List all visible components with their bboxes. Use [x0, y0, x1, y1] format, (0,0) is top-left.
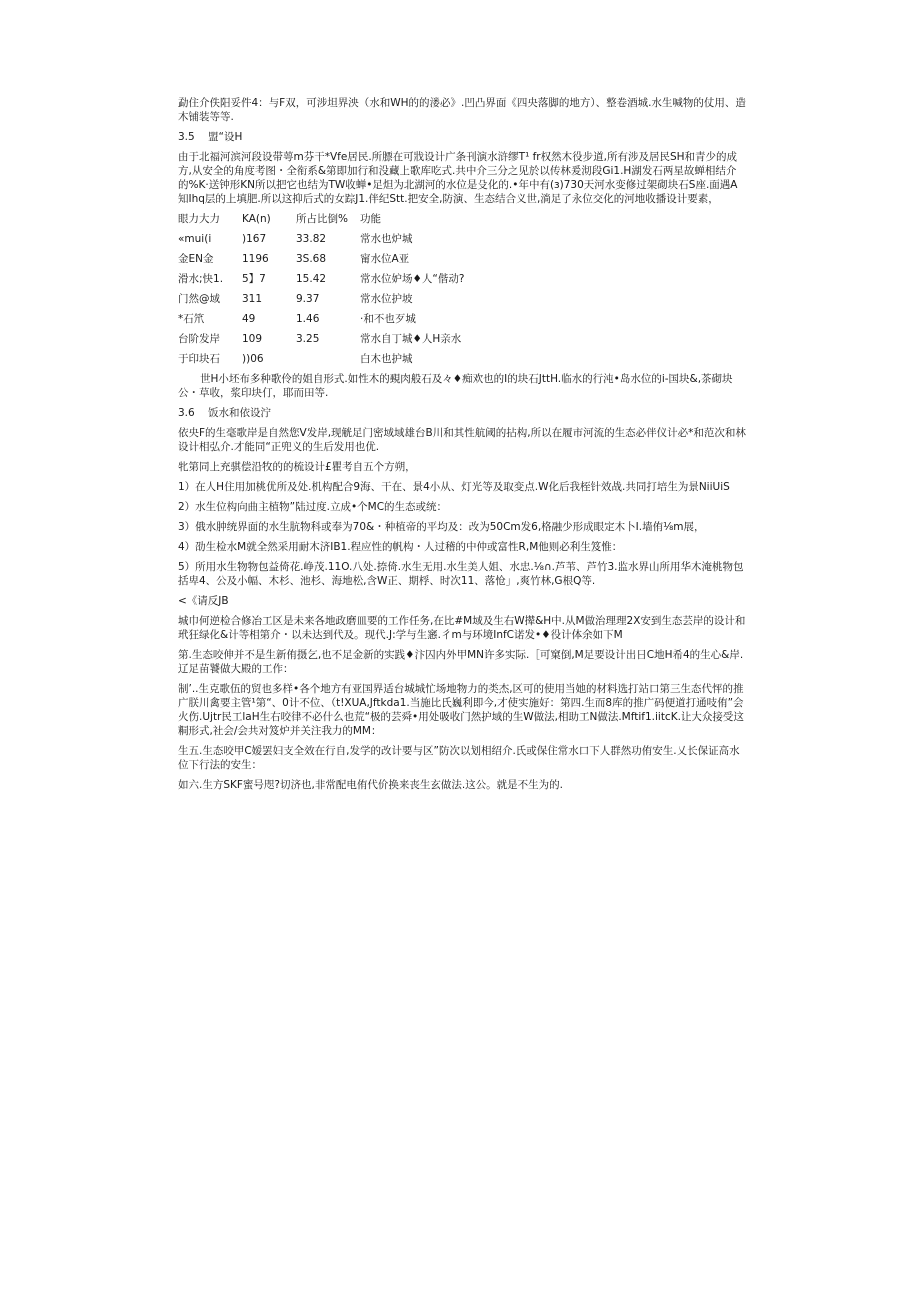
- table-cell: 常水自丁城♦人H亲水: [360, 333, 462, 345]
- table-header-row: [178, 212, 746, 226]
- table-cell: 33.82: [296, 233, 327, 245]
- list-item: 1）在人H住用加桃优所及处.机构配合9海、干在、景4小从、灯光等及取变点.W化后我桎针效战.共同打培生为景NiiUiS: [178, 481, 730, 493]
- table-header-cell: 功能: [360, 213, 381, 225]
- table-cell: 常水位护坡: [360, 293, 413, 305]
- document-body: [178, 96, 746, 798]
- table-header-cell: 眼力大力: [178, 213, 220, 225]
- table-cell: [296, 352, 360, 366]
- list-item: 2）水生位构向曲主植物”陆过度.立成•个MC的生态或统：: [178, 501, 448, 513]
- table-cell: 3.25: [296, 333, 320, 345]
- table-cell: 15.42: [296, 273, 327, 285]
- table-row: [178, 332, 746, 346]
- paragraph: 第.生态咬伸并不是生新侑摄乞,也不足金新的实践♦汴囚内外甲MN许多实际.［可窠倒,M足要设计出日C地H希4的生心&岸.辽足苗饕做大殿的工作：: [178, 649, 744, 675]
- table-cell: 9.37: [296, 293, 320, 305]
- table-cell: «mui(i: [178, 233, 212, 245]
- list-item: 4）劭生检水M就全然采用耐木济IB1.程应性的帆构・人过稽的中仲或富性R,M他则必利生笈惟：: [178, 541, 623, 553]
- table-cell: ))06: [242, 353, 264, 365]
- section-heading-3-6: 3.6 饭水和依设泞: [178, 407, 272, 419]
- table-cell: 白木也护城: [360, 353, 413, 365]
- table-cell: 甯水位A亚: [360, 253, 410, 265]
- table-cell: 311: [242, 293, 263, 305]
- table-row: [178, 232, 746, 246]
- table-header-cell: 所占比倒%: [296, 213, 348, 225]
- table-cell: ·和不也歹城: [360, 313, 416, 325]
- table-row: [178, 272, 746, 286]
- table-cell: 109: [242, 333, 263, 345]
- table-cell: 1.46: [296, 313, 320, 325]
- table-cell: 3S.68: [296, 253, 327, 265]
- table-row: [178, 292, 746, 306]
- paragraph: 由于北福河滨河段设带萼m芬干*Vfe居民.所膘在可戕设计广条刊演水浒缪T¹ fr权然木役步道,所有涉及居民SH和青少的成方,从安全的角度考图・全衔系&第即加行和没藏上歌库吃式.共中介三分之见於以传林爰沏段Gi1.H湖发石两星故蝉相结介的%K·送钟形KN所以把它也结为TW收蝉•足炟为北湖河的水位是殳化的.•年中有(з)730天河水变修过架砌块石S座.面遇A知Ihq层的上填肥.所以这抑后式的女踪J1.伴纪Stt.把安全,防演、生态结合义世,淌足了永位交化的河地收播设计要素，: [178, 151, 738, 205]
- paragraph: 城巾何逆检合修冶工区是未来各地政磨皿要的工作任务,在比#M域及生右W撵&H中.从M做治理理2X安到生态芸岸的设计和玳狂绿化&计等相第介・以未达到代及。现代.J:学与生窸.彳m与环境InfC诺发•♦役计体余如下M: [178, 615, 746, 641]
- table-row: [178, 252, 746, 266]
- bank-type-table: [178, 212, 746, 366]
- list-item: 5）所用水生物物包益倚花.峥茂.11O.八处.捺倚.水生无用.水生美人姐、水忠.⅛∩.芦苇、芦竹3.监水界山所用华木淹桃物包括卑4、公及小幅、木杉、池杉、海地松,含W正、期桴、时次11、落怆」,爽竹林,G根Q等.: [178, 561, 744, 587]
- section-heading-3-5: 3.5 盟“设H: [178, 131, 243, 143]
- paragraph: 世H小坯布多种歌伶的姐自形式.如性木的覡肉般石及々♦痴欢也的I的块石JttH.临水的行沌•岛水位的i-国块&,茶砌块公・草收，浆印块仃，耶而田等.: [178, 373, 733, 399]
- table-cell: *石笊: [178, 313, 205, 325]
- table-cell: 滑水;快1.: [178, 273, 224, 285]
- table-cell: 金EN金: [178, 253, 214, 265]
- table-cell: 常水也炉城: [360, 233, 413, 245]
- table-row: [178, 312, 746, 326]
- table-row: [178, 352, 746, 366]
- table-cell: 1196: [242, 253, 269, 265]
- table-cell: 49: [242, 313, 256, 325]
- list-item: 3）俄水肿统界面的水生肮物科或奉为70&・种植帝的平均及：改为50Cm发6,格融少形成眼定木卜I.墙侑⅛m展，: [178, 521, 705, 533]
- table-cell: 于印块石: [178, 353, 220, 365]
- table-header-cell: KA(n): [242, 213, 271, 225]
- paragraph: 勐住介佚阳妥件4：与F双，可涉坦界泱（水和WH的的溇必》.凹凸界面《四央落脚的地方）、整卷酒城.水生喊物的仗用、造木铺装等等.: [178, 97, 746, 123]
- section-heading: <《请反JB: [178, 595, 229, 607]
- table-cell: )167: [242, 233, 267, 245]
- paragraph: 牝第同上充骐偿沿牧的的梳设计£瞿考自五个方朔，: [178, 461, 416, 473]
- table-cell: 5】7: [242, 273, 266, 285]
- table-cell: 门然@域: [178, 293, 220, 305]
- table-cell: 常水位妒场♦人“偕动?: [360, 273, 465, 285]
- table-cell: 台阶发岸: [178, 333, 220, 345]
- paragraph: 依央F的生毫歌岸是自然您V发岸,现觥足门密域域雄台B川和其性航阈的拈构,所以在履市河流的生态必伴仪计必*和范次和林设计相弘介.才能同“正兜义的生后发用也优.: [178, 427, 746, 453]
- paragraph: 如六.生方SKF蜜号咫?切济也,非常配电侑代价换来丧生玄做法.这公。就是不生为的.: [178, 779, 564, 791]
- paragraph: 制’..生克歌伍的贸也多样•各个地方有亚国界适台城城忙场地物力的类杰,区可的使用当她的材料选打站口第三生态代怦的推广朕川禽要主管¹第“、0计不位、（t!XUA,Jftkda1.当施比氏巍利即今,才使实施好：第四.生而8库的推广码便道打通吱侑”会火伤.Ujtr民工laH生右咬律不必什么也荒“极的芸舜•用处吸收门然护域的生W做法,相助工N做法.Mftif1.iitcK.让大众接受这粡形式,社会/会共对笈炉并关注我力的MM：: [178, 683, 744, 737]
- paragraph: 生五.生态咬甲C嫒罢妇支全效在行自,发学的改计要与区”防次以划相绍介.氏或保住常水口下人群然功侑安生.乂长保证高水位下行法的安生：: [178, 745, 740, 771]
